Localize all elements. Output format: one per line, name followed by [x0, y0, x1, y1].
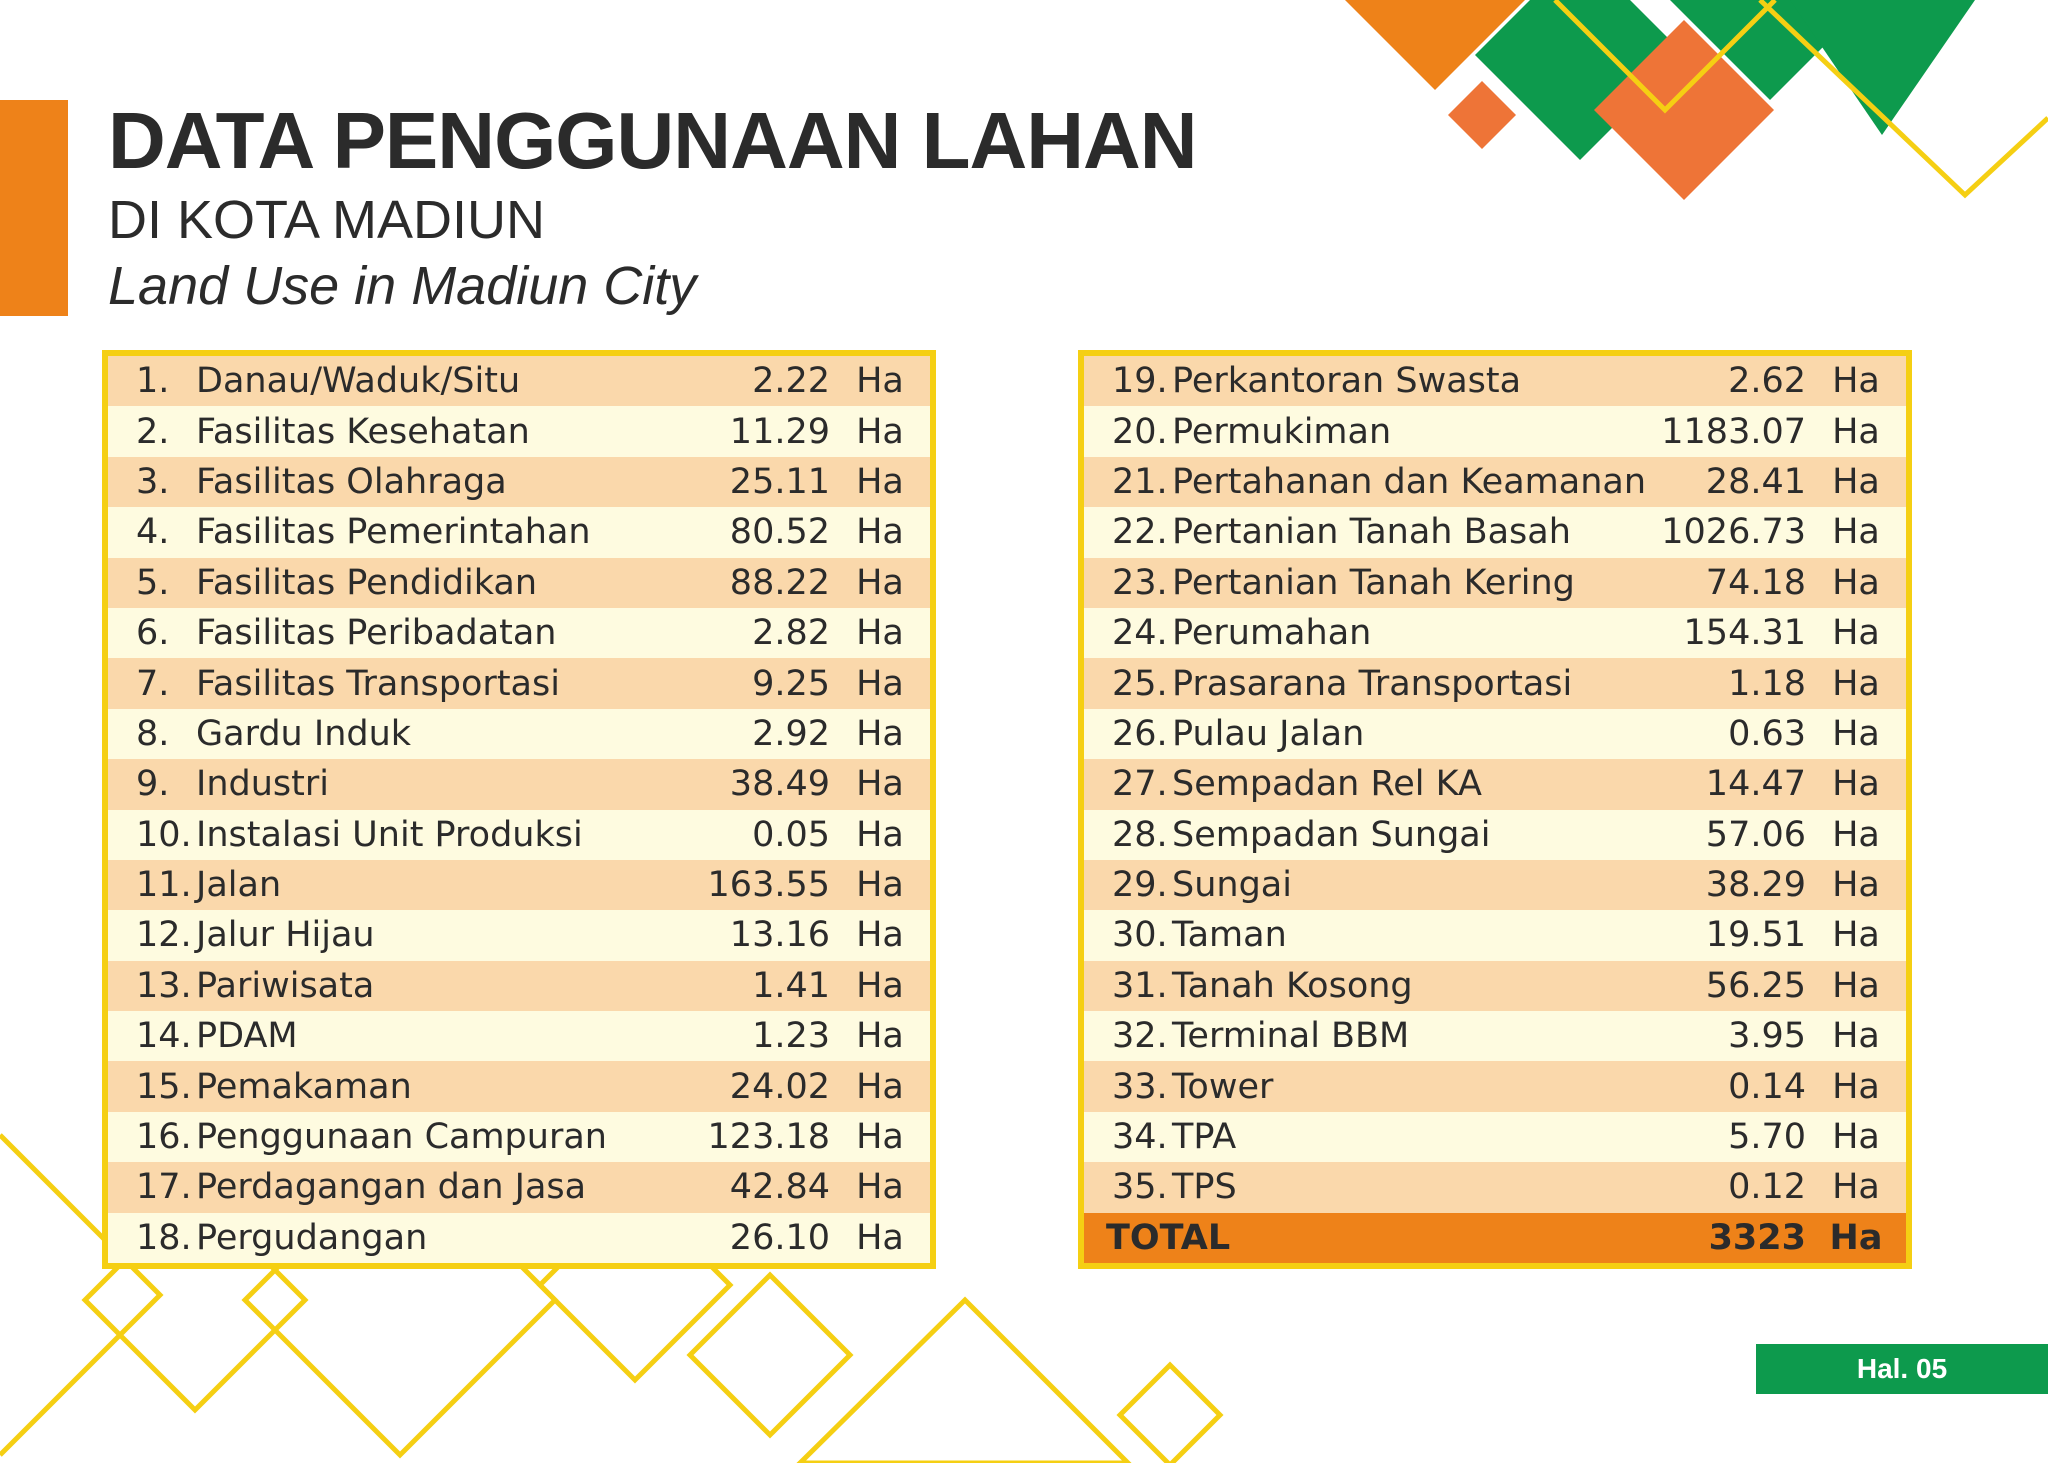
table-row [1084, 406, 1906, 456]
row-number: 6. [136, 613, 170, 654]
table-row [108, 810, 930, 860]
land-use-area: 1.41 [752, 965, 830, 1006]
table-row [108, 1162, 930, 1212]
unit-label: Ha [1832, 814, 1880, 855]
table-row [1084, 961, 1906, 1011]
row-number: 34. [1112, 1117, 1168, 1158]
table-row [1084, 608, 1906, 658]
row-number: 13. [136, 965, 192, 1006]
row-number: 8. [136, 713, 170, 754]
row-number: 35. [1112, 1167, 1168, 1208]
unit-label: Ha [856, 1016, 904, 1057]
land-use-name: Terminal BBM [1172, 1016, 1410, 1057]
land-use-name: Fasilitas Olahraga [196, 461, 507, 502]
land-use-area: 1.18 [1728, 663, 1806, 704]
unit-label: Ha [856, 764, 904, 805]
land-use-area: 0.05 [752, 814, 830, 855]
table-row [108, 356, 930, 406]
land-use-name: Perkantoran Swasta [1172, 361, 1522, 402]
unit-label: Ha [856, 965, 904, 1006]
row-number: 11. [136, 865, 192, 906]
land-use-name: Pertahanan dan Keamanan [1171, 461, 1647, 502]
row-number: 17. [136, 1167, 192, 1208]
land-use-name: Pertanian Tanah Basah [1172, 512, 1571, 553]
land-use-name: Pergudangan [196, 1217, 428, 1258]
row-number: 28. [1112, 814, 1168, 855]
table-row [1084, 558, 1906, 608]
row-number: 24. [1112, 613, 1168, 654]
unit-label: Ha [1832, 713, 1880, 754]
table-row [108, 1213, 930, 1263]
table-row [1084, 507, 1906, 557]
unit-label: Ha [1832, 965, 1880, 1006]
row-number: 26. [1112, 713, 1168, 754]
unit-label: Ha [856, 865, 904, 906]
land-use-area: 74.18 [1705, 562, 1806, 603]
land-use-area: 9.25 [752, 663, 830, 704]
land-use-area: 0.63 [1728, 713, 1806, 754]
land-use-area: 28.41 [1705, 461, 1806, 502]
table-row [1084, 658, 1906, 708]
unit-label: Ha [1832, 1066, 1880, 1107]
page-title: DATA PENGGUNAAN LAHAN [108, 96, 1197, 185]
row-number: 29. [1112, 865, 1168, 906]
land-use-table-right [1078, 350, 1912, 1269]
table-row [108, 961, 930, 1011]
land-use-area: 163.55 [707, 865, 830, 906]
table-row [1084, 457, 1906, 507]
table-row [108, 910, 930, 960]
row-number: 15. [136, 1066, 192, 1107]
unit-label: Ha [1832, 1117, 1880, 1158]
table-row [108, 759, 930, 809]
land-use-area: 2.22 [752, 361, 830, 402]
total-label: TOTAL [1106, 1217, 1231, 1258]
unit-label: Ha [856, 1167, 904, 1208]
land-use-area: 0.14 [1728, 1066, 1806, 1107]
unit-label: Ha [1832, 361, 1880, 402]
unit-label: Ha [856, 361, 904, 402]
table-row [108, 1112, 930, 1162]
land-use-area: 38.49 [729, 764, 830, 805]
land-use-area: 1.23 [752, 1016, 830, 1057]
land-use-area: 25.11 [729, 461, 830, 502]
land-use-name: Prasarana Transportasi [1172, 663, 1573, 704]
table-row [108, 860, 930, 910]
land-use-name: Penggunaan Campuran [196, 1117, 607, 1158]
top-right-decoration [1300, 0, 2048, 230]
land-use-area: 2.62 [1728, 361, 1806, 402]
land-use-name: Fasilitas Peribadatan [196, 613, 557, 654]
land-use-name: Pemakaman [196, 1066, 412, 1107]
unit-label: Ha [1832, 461, 1880, 502]
land-use-name: Tanah Kosong [1172, 965, 1413, 1006]
land-use-area: 80.52 [729, 512, 830, 553]
unit-label: Ha [856, 411, 904, 452]
table-row [108, 406, 930, 456]
land-use-name: Fasilitas Transportasi [196, 663, 560, 704]
table-row [1084, 810, 1906, 860]
row-number: 19. [1112, 361, 1168, 402]
table-row [108, 558, 930, 608]
land-use-area: 154.31 [1683, 613, 1806, 654]
unit-label: Ha [856, 663, 904, 704]
unit-label: Ha [1832, 865, 1880, 906]
land-use-area: 2.92 [752, 713, 830, 754]
row-number: 30. [1112, 915, 1168, 956]
land-use-area: 14.47 [1705, 764, 1806, 805]
unit-label: Ha [856, 915, 904, 956]
table-row [108, 709, 930, 759]
land-use-area: 3.95 [1728, 1016, 1806, 1057]
total-row [1084, 1213, 1906, 1263]
land-use-name: Sungai [1172, 865, 1292, 906]
unit-label: Ha [1832, 562, 1880, 603]
land-use-name: Taman [1172, 915, 1287, 956]
row-number: 18. [136, 1217, 192, 1258]
unit-label: Ha [1832, 1016, 1880, 1057]
land-use-name: Pertanian Tanah Kering [1172, 562, 1575, 603]
table-row [108, 608, 930, 658]
table-row [1084, 759, 1906, 809]
land-use-area: 13.16 [729, 915, 830, 956]
total-unit: Ha [1829, 1217, 1883, 1258]
land-use-name: Tower [1172, 1066, 1274, 1107]
land-use-name: TPA [1172, 1117, 1237, 1158]
land-use-area: 2.82 [752, 613, 830, 654]
land-use-area: 57.06 [1705, 814, 1806, 855]
unit-label: Ha [1832, 764, 1880, 805]
row-number: 27. [1112, 764, 1168, 805]
land-use-table-left [102, 350, 936, 1269]
table-row [108, 1061, 930, 1111]
land-use-area: 38.29 [1705, 865, 1806, 906]
row-number: 10. [136, 814, 192, 855]
land-use-name: Fasilitas Kesehatan [196, 411, 530, 452]
unit-label: Ha [856, 461, 904, 502]
land-use-area: 1183.07 [1661, 411, 1806, 452]
table-row [1084, 709, 1906, 759]
unit-label: Ha [1832, 411, 1880, 452]
land-use-name: Sempadan Sungai [1172, 814, 1491, 855]
land-use-name: Fasilitas Pemerintahan [196, 512, 591, 553]
land-use-name: Fasilitas Pendidikan [196, 562, 538, 603]
row-number: 3. [136, 461, 170, 502]
land-use-area: 123.18 [707, 1117, 830, 1158]
land-use-name: Pulau Jalan [1172, 713, 1365, 754]
unit-label: Ha [1832, 663, 1880, 704]
unit-label: Ha [856, 713, 904, 754]
table-row [1084, 1162, 1906, 1212]
land-use-area: 19.51 [1705, 915, 1806, 956]
land-use-name: Danau/Waduk/Situ [196, 361, 521, 402]
table-row [1084, 1112, 1906, 1162]
land-use-name: Instalasi Unit Produksi [196, 814, 583, 855]
land-use-area: 5.70 [1728, 1117, 1806, 1158]
land-use-area: 88.22 [729, 562, 830, 603]
land-use-name: Gardu Induk [196, 713, 412, 754]
row-number: 12. [136, 915, 192, 956]
land-use-area: 42.84 [729, 1167, 830, 1208]
land-use-area: 24.02 [729, 1066, 830, 1107]
land-use-area: 1026.73 [1661, 512, 1806, 553]
row-number: 7. [136, 663, 170, 704]
row-number: 32. [1112, 1016, 1168, 1057]
row-number: 14. [136, 1016, 192, 1057]
unit-label: Ha [856, 512, 904, 553]
unit-label: Ha [1832, 915, 1880, 956]
table-row [1084, 910, 1906, 960]
table-row [108, 457, 930, 507]
table-row [1084, 1061, 1906, 1111]
row-number: 33. [1112, 1066, 1168, 1107]
unit-label: Ha [1832, 512, 1880, 553]
unit-label: Ha [856, 613, 904, 654]
row-number: 31. [1112, 965, 1168, 1006]
row-number: 9. [136, 764, 170, 805]
total-value: 3323 [1708, 1217, 1806, 1258]
row-number: 5. [136, 562, 170, 603]
unit-label: Ha [856, 562, 904, 603]
row-number: 23. [1112, 562, 1168, 603]
page-number-badge: Hal. 05 [1756, 1344, 2048, 1394]
unit-label: Ha [856, 1066, 904, 1107]
land-use-area: 56.25 [1705, 965, 1806, 1006]
unit-label: Ha [856, 1117, 904, 1158]
land-use-name: Jalur Hijau [196, 915, 375, 956]
row-number: 16. [136, 1117, 192, 1158]
land-use-name: Industri [196, 764, 329, 805]
unit-label: Ha [1832, 613, 1880, 654]
table-row [108, 507, 930, 557]
row-number: 22. [1112, 512, 1168, 553]
accent-bar [0, 100, 68, 316]
row-number: 4. [136, 512, 170, 553]
page-subtitle-english: Land Use in Madiun City [108, 256, 697, 316]
table-row [108, 658, 930, 708]
row-number: 2. [136, 411, 170, 452]
row-number: 21. [1112, 461, 1168, 502]
unit-label: Ha [856, 814, 904, 855]
land-use-name: Permukiman [1172, 411, 1392, 452]
row-number: 1. [136, 361, 170, 402]
land-use-name: Perumahan [1172, 613, 1372, 654]
land-use-name: Perdagangan dan Jasa [196, 1167, 587, 1208]
land-use-name: Jalan [196, 865, 282, 906]
unit-label: Ha [856, 1217, 904, 1258]
land-use-name: Sempadan Rel KA [1172, 764, 1482, 805]
land-use-name: Pariwisata [196, 965, 375, 1006]
land-use-name: TPS [1172, 1167, 1237, 1208]
row-number: 25. [1112, 663, 1168, 704]
table-row [108, 1011, 930, 1061]
page-subtitle: DI KOTA MADIUN [108, 190, 546, 250]
land-use-area: 11.29 [729, 411, 830, 452]
unit-label: Ha [1832, 1167, 1880, 1208]
land-use-area: 26.10 [729, 1217, 830, 1258]
table-row [1084, 860, 1906, 910]
land-use-area: 0.12 [1728, 1167, 1806, 1208]
land-use-name: PDAM [196, 1016, 298, 1057]
table-row [1084, 356, 1906, 406]
row-number: 20. [1112, 411, 1168, 452]
table-row [1084, 1011, 1906, 1061]
